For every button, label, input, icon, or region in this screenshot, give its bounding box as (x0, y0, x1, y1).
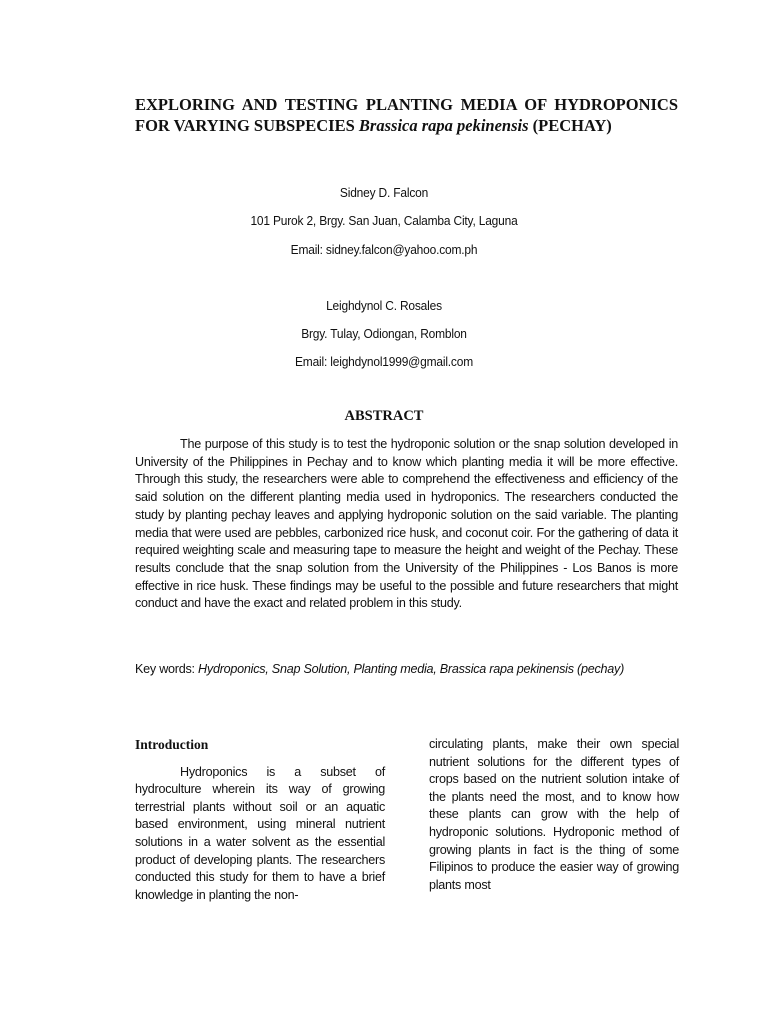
title-species: Brassica rapa pekinensis (358, 116, 529, 135)
author-1-name: Sidney D. Falcon (339, 185, 429, 200)
keywords-list: Hydroponics, Snap Solution, Planting media, Brassica rapa pekinensis (pechay) (198, 662, 625, 676)
introduction-heading: Introduction (135, 737, 209, 752)
author-1-email: Email: sidney.falcon@yahoo.com.ph (290, 242, 478, 257)
author-2-email: Email: leighdynol1999@gmail.com (295, 354, 473, 369)
intro-column-right (429, 736, 679, 894)
paper-title (135, 94, 678, 136)
title-suffix: (PECHAY) (528, 116, 612, 135)
keywords (135, 660, 678, 678)
author-1-address: 101 Purok 2, Brgy. San Juan, Calamba City, Laguna (250, 213, 518, 228)
intro-column-left (135, 736, 385, 904)
author-2-address: Brgy. Tulay, Odiongan, Romblon (301, 326, 467, 341)
author-2-name: Leighdynol C. Rosales (326, 298, 442, 313)
abstract-text: The purpose of this study is to test the hydroponic solution or the snap solution developed in University of the Philippines in Pechay and to know which planting media it will be more effective. Through this study, the researchers were able to comprehend the effectiveness and efficiency of the said solution on the different planting media used in hydroponics. The researchers conducted the study by planting pechay leaves and applying hydroponic solution on the said variable. The planting media that were used are pebbles, carbonized rice husk, and coconut coir. For the gathering of data it required weighting scale and measuring tape to measure the height and weight of the Pechay. These results conclude that the snap solution from the University of the Philippines - Los Banos is more effective in rice husk. These findings may be useful to the possible and future researchers that might conduct and have the exact and related problem in this study. (135, 437, 678, 611)
abstract-body (135, 436, 678, 613)
abstract-heading: ABSTRACT (344, 408, 424, 424)
intro-paragraph-left: Hydroponics is a subset of hydroculture wherein its way of growing terrestrial plants without soil or an aquatic based environment, using mineral nutrient solutions in a water solvent as the essential product of developing plants. The researchers conducted this study for them to have a brief knowledge in planting the non- (135, 764, 385, 902)
keywords-label: Key words: (135, 662, 199, 676)
intro-paragraph-right: circulating plants, make their own special nutrient solutions for the different types of crops based on the nutrient solution intake of the plants need the most, and to know how these plants can grow with the help of hydroponic solutions. Hydroponic method of growing plants in fact is the thing of some Filipinos to produce the easier way of growing plants most (429, 737, 679, 892)
title-text: EXPLORING AND TESTING PLANTING MEDIA OF HYDROPONICS FOR VARYING SUBSPECIES (135, 95, 678, 135)
